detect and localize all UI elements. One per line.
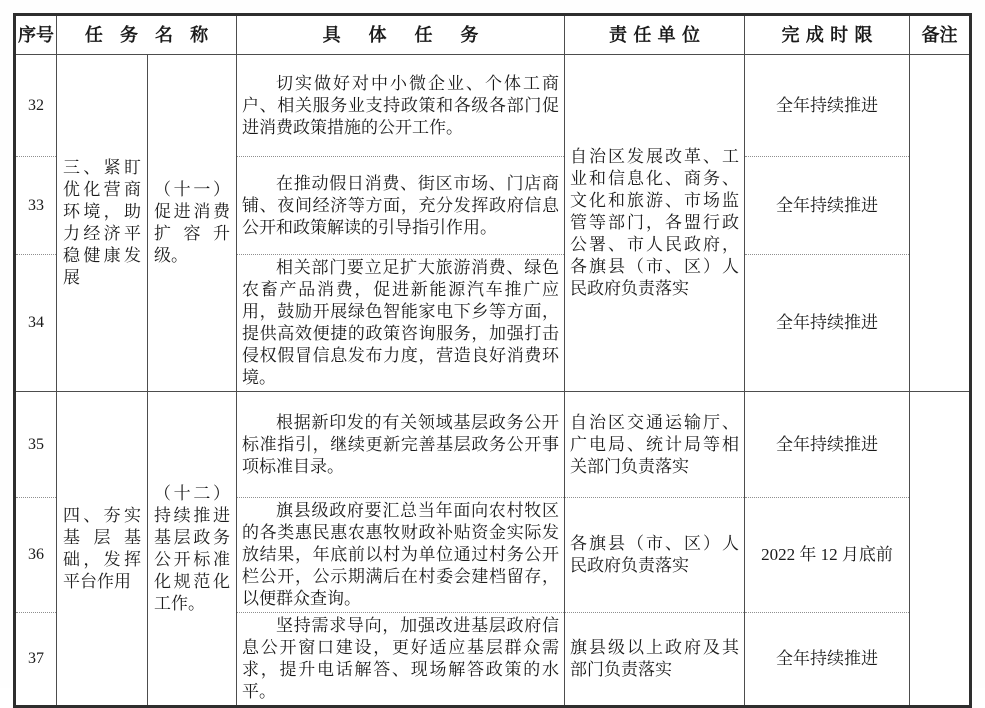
task-cell bbox=[237, 498, 565, 613]
header-remark-label: 备注 bbox=[921, 25, 958, 45]
serial-cell: 34 bbox=[15, 255, 57, 392]
task-cell bbox=[237, 157, 565, 255]
header-responsible-unit bbox=[565, 15, 745, 55]
responsible-cell: 自治区发展改革、工业和信息化、商务、文化和旅游、市场监管等部门，各盟行政公署、市人民政府，各旗县（市、区）人民政府负责落实 bbox=[565, 55, 745, 392]
deadline-cell: 全年持续推进 bbox=[745, 613, 910, 707]
task-assignment-table bbox=[13, 13, 972, 708]
responsible-cell: 各旗县（市、区）人民政府负责落实 bbox=[565, 498, 745, 613]
serial-cell: 36 bbox=[15, 498, 57, 613]
task-cell bbox=[237, 392, 565, 498]
header-specific-task-label: 具体任务 bbox=[322, 25, 507, 45]
header-responsible-unit-label: 责任单位 bbox=[609, 25, 707, 45]
deadline-cell: 全年持续推进 bbox=[745, 157, 910, 255]
header-remark bbox=[910, 15, 971, 55]
task-text: 切实做好对中小微企业、个体工商户、相关服务业支持政策和各级各部门促进消费政策措施的公开工作。 bbox=[242, 73, 559, 137]
item-cell: （十一）促进消费扩容升级。 bbox=[148, 55, 237, 392]
table-row-35 bbox=[15, 392, 971, 498]
remark-cell bbox=[910, 392, 971, 707]
responsible-cell: 自治区交通运输厅、广电局、统计局等相关部门负责落实 bbox=[565, 392, 745, 498]
task-text: 相关部门要立足扩大旅游消费、绿色农畜产品消费，促进新能源汽车推广应用，鼓励开展绿色智能家电下乡等方面，提供高效便捷的政策咨询服务，加强打击侵权假冒信息发布力度，营造良好消费环境。 bbox=[242, 258, 559, 387]
serial-cell: 37 bbox=[15, 613, 57, 707]
header-deadline bbox=[745, 15, 910, 55]
header-task-name-label: 任务名称 bbox=[84, 25, 226, 45]
category-cell: 三、紧盯优化营商环境，助力经济平稳健康发展 bbox=[57, 55, 148, 392]
task-text: 在推动假日消费、街区市场、门店商铺、夜间经济等方面，充分发挥政府信息公开和政策解读的引导指引作用。 bbox=[242, 173, 559, 237]
deadline-cell: 全年持续推进 bbox=[745, 255, 910, 392]
serial-cell: 33 bbox=[15, 157, 57, 255]
header-deadline-label: 完成时限 bbox=[781, 25, 879, 45]
task-text: 旗县级政府要汇总当年面向农村牧区的各类惠民惠农惠牧财政补贴资金实际发放结果，年底前以村为单位通过村务公开栏公开，公示期满后在村委会建档留存，以便群众查询。 bbox=[242, 501, 559, 608]
task-text: 根据新印发的有关领域基层政务公开标准指引，继续更新完善基层政务公开事项标准目录。 bbox=[242, 412, 559, 476]
task-cell bbox=[237, 613, 565, 707]
serial-cell: 35 bbox=[15, 392, 57, 498]
category-cell: 四、夯实基层基础，发挥平台作用 bbox=[57, 392, 148, 707]
header-specific-task bbox=[237, 15, 565, 55]
header-serial-label: 序号 bbox=[18, 25, 54, 45]
deadline-cell: 全年持续推进 bbox=[745, 55, 910, 157]
deadline-cell: 全年持续推进 bbox=[745, 392, 910, 498]
deadline-cell: 2022 年 12 月底前 bbox=[745, 498, 910, 613]
header-serial bbox=[15, 15, 57, 55]
task-cell bbox=[237, 255, 565, 392]
table-row-32 bbox=[15, 55, 971, 157]
task-text: 坚持需求导向，加强改进基层政府信息公开窗口建设，更好适应基层群众需求，提升电话解答、现场解答政策的水平。 bbox=[242, 616, 559, 701]
responsible-cell: 旗县级以上政府及其部门负责落实 bbox=[565, 613, 745, 707]
table-header-row bbox=[15, 15, 971, 55]
serial-cell: 32 bbox=[15, 55, 57, 157]
remark-cell bbox=[910, 55, 971, 392]
item-cell: （十二）持续推进基层政务公开标准化规范化工作。 bbox=[148, 392, 237, 707]
task-cell bbox=[237, 55, 565, 157]
header-task-name bbox=[57, 15, 237, 55]
